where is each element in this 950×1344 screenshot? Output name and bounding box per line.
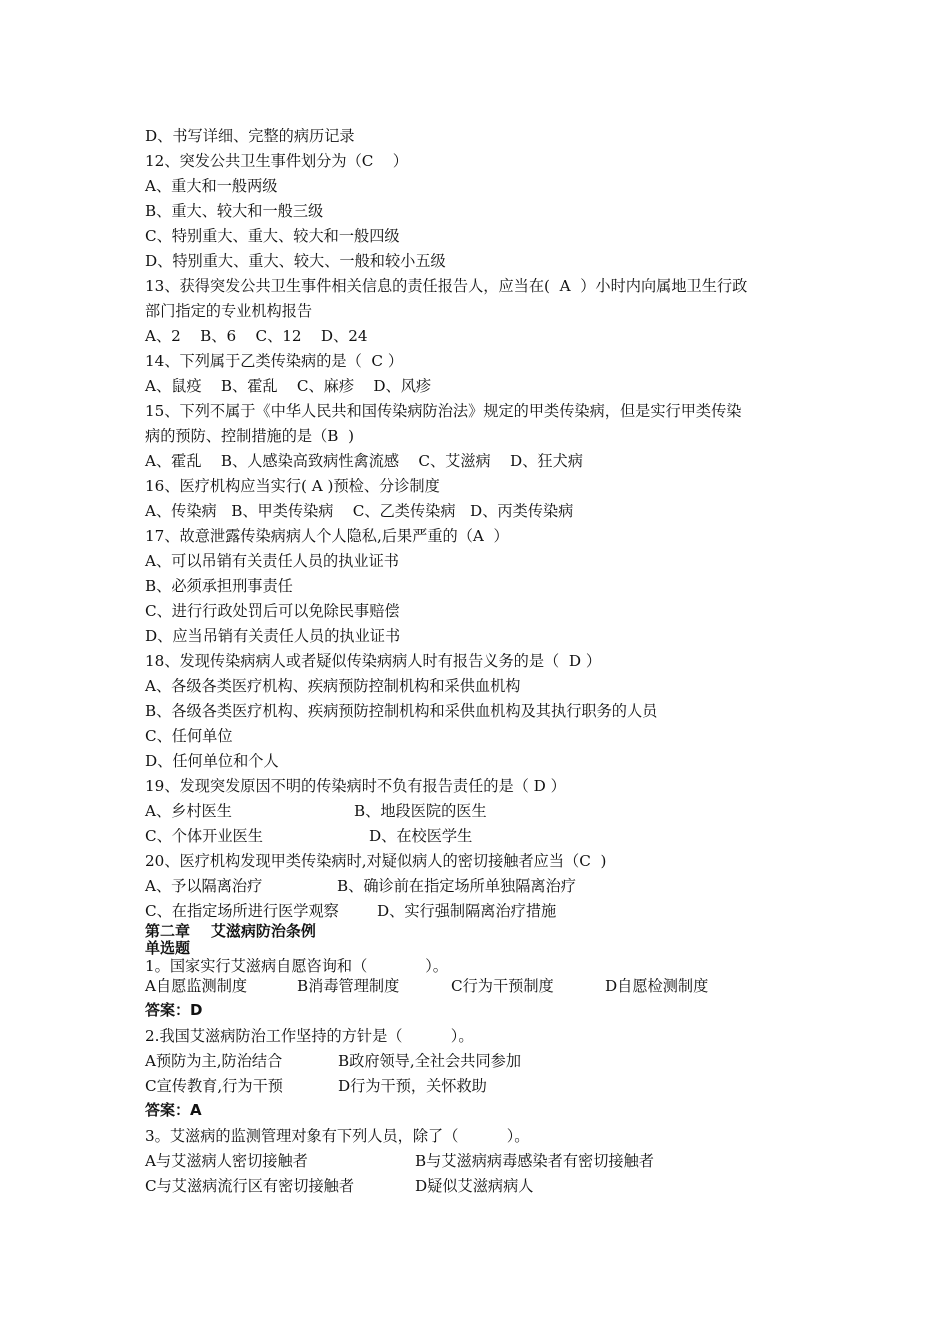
option-b: B、地段医院的医生 [354, 802, 487, 820]
option-line: C、任何单位 [145, 727, 233, 745]
option-d: D、在校医学生 [369, 827, 473, 845]
option-c: C行为干预制度 [451, 977, 554, 995]
question-line: 16、医疗机构应当实行( A )预检、分诊制度 [145, 477, 440, 495]
option-line: A、重大和一般两级 [145, 177, 278, 195]
option-c: C、个体开业医生 [145, 827, 263, 845]
option-line: B、必须承担刑事责任 [145, 577, 293, 595]
question-line: 15、下列不属于《中华人民共和国传染病防治法》规定的甲类传染病，但是实行甲类传染 [145, 402, 742, 420]
answer-label: 答案：D [145, 1001, 203, 1019]
option-d: D自愿检测制度 [605, 977, 709, 995]
q2-options-row [145, 1076, 845, 1096]
question-line: 17、故意泄露传染病病人个人隐私,后果严重的（A ） [145, 527, 509, 545]
option-line: A、2 B、6 C、12 D、24 [145, 327, 368, 345]
option-line: B、重大、较大和一般三级 [145, 202, 324, 220]
option-b: B消毒管理制度 [297, 977, 400, 995]
option-line: A、各级各类医疗机构、疾病预防控制机构和采供血机构 [145, 677, 521, 695]
q3-options-row [145, 1151, 845, 1171]
option-line: D、特别重大、重大、较大、一般和较小五级 [145, 252, 446, 270]
option-line: C、特别重大、重大、较大和一般四级 [145, 227, 400, 245]
question-line: 13、获得突发公共卫生事件相关信息的责任报告人，应当在( A ）小时内向属地卫生行政 [145, 277, 748, 295]
question-line: 3。艾滋病的监测管理对象有下列人员，除了（ ）。 [145, 1127, 530, 1145]
option-d: D、实行强制隔离治疗措施 [377, 902, 557, 920]
q2-options-row [145, 1051, 845, 1071]
q3-options-row [145, 1176, 845, 1196]
q20-options-row [145, 876, 845, 896]
option-line: D、任何单位和个人 [145, 752, 279, 770]
option-c: C宣传教育,行为干预 [145, 1077, 283, 1095]
q20-options-row [145, 901, 845, 921]
option-b: B政府领导,全社会共同参加 [338, 1052, 522, 1070]
option-line: A、传染病 B、甲类传染病 C、乙类传染病 D、丙类传染病 [145, 502, 574, 520]
answer-label: 答案：A [145, 1101, 202, 1119]
question-line: 12、突发公共卫生事件划分为（C ） [145, 152, 408, 170]
option-a: A预防为主,防治结合 [145, 1052, 283, 1070]
option-line: D、书写详细、完整的病历记录 [145, 127, 355, 145]
chapter-heading: 第二章 艾滋病防治条例 [145, 922, 316, 940]
question-line: 14、下列属于乙类传染病的是（ C ） [145, 352, 404, 370]
option-d: D行为干预，关怀救助 [338, 1077, 487, 1095]
option-line: B、各级各类医疗机构、疾病预防控制机构和采供血机构及其执行职务的人员 [145, 702, 658, 720]
q19-options-row [145, 801, 845, 821]
option-a: A、乡村医生 [145, 802, 232, 820]
option-line: C、进行行政处罚后可以免除民事赔偿 [145, 602, 400, 620]
option-a: A自愿监测制度 [145, 977, 248, 995]
section-heading: 单选题 [145, 939, 191, 957]
question-line: 18、发现传染病病人或者疑似传染病病人时有报告义务的是（ D ） [145, 652, 602, 670]
option-b: B与艾滋病病毒感染者有密切接触者 [415, 1152, 654, 1170]
option-line: D、应当吊销有关责任人员的执业证书 [145, 627, 401, 645]
option-b: B、确诊前在指定场所单独隔离治疗 [337, 877, 576, 895]
question-line: 部门指定的专业机构报告 [145, 302, 313, 320]
option-a: A、予以隔离治疗 [145, 877, 263, 895]
option-c: C与艾滋病流行区有密切接触者 [145, 1177, 355, 1195]
question-line: 19、发现突发原因不明的传染病时不负有报告责任的是（ D ） [145, 777, 566, 795]
option-line: A、霍乱 B、人感染高致病性禽流感 C、艾滋病 D、狂犬病 [145, 452, 583, 470]
option-line: A、鼠疫 B、霍乱 C、麻疹 D、风疹 [145, 377, 432, 395]
q19-options-row [145, 826, 845, 846]
q1-options-row [145, 976, 845, 996]
question-line: 2.我国艾滋病防治工作坚持的方针是（ ）。 [145, 1027, 474, 1045]
question-line: 病的预防、控制措施的是（B ) [145, 427, 354, 445]
question-line: 1。国家实行艾滋病自愿咨询和（ ）。 [145, 957, 448, 975]
option-d: D疑似艾滋病病人 [415, 1177, 534, 1195]
option-line: A、可以吊销有关责任人员的执业证书 [145, 552, 399, 570]
option-a: A与艾滋病人密切接触者 [145, 1152, 308, 1170]
question-line: 20、医疗机构发现甲类传染病时,对疑似病人的密切接触者应当（C ) [145, 852, 607, 870]
option-c: C、在指定场所进行医学观察 [145, 902, 339, 920]
